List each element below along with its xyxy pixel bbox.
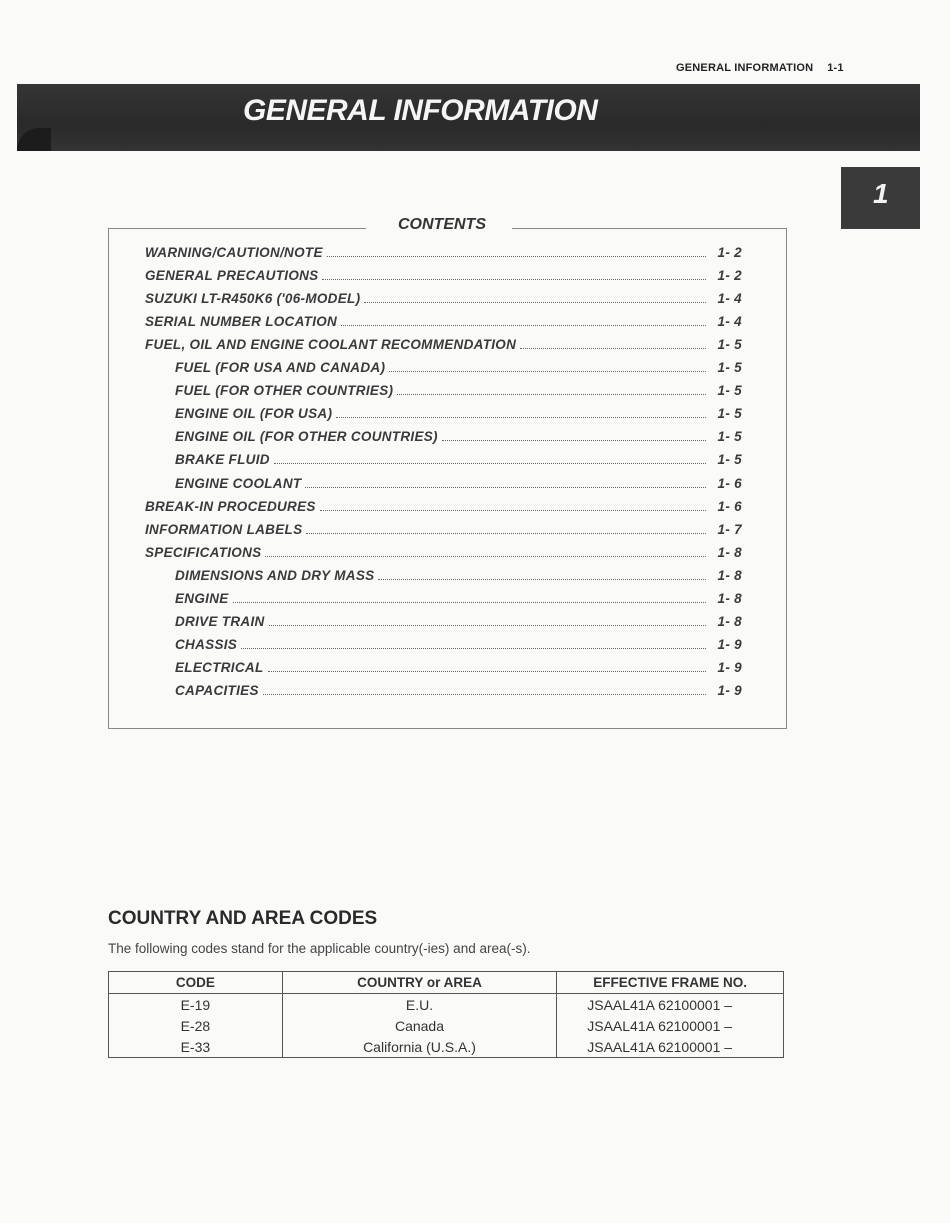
toc-entry-title: ENGINE COOLANT (175, 476, 302, 491)
toc-entry-title: ELECTRICAL (175, 660, 264, 675)
toc-entry[interactable] (145, 522, 742, 542)
toc-entry-title: FUEL (FOR OTHER COUNTRIES) (175, 383, 394, 398)
toc-entry[interactable] (145, 337, 742, 357)
toc-entry[interactable] (175, 429, 742, 449)
toc-entry-page: 1- 8 (717, 545, 742, 560)
chapter-number: 1 (873, 178, 889, 209)
toc-entry-title: CAPACITIES (175, 683, 259, 698)
toc-leader-dots (336, 406, 706, 418)
column-header-code: CODE (109, 972, 283, 994)
toc-entry-page: 1- 2 (717, 245, 742, 260)
toc-entry-page: 1- 4 (717, 314, 742, 329)
toc-entry[interactable] (145, 314, 742, 334)
toc-leader-dots (305, 476, 706, 488)
toc-entry-page: 1- 5 (717, 452, 742, 467)
table-header-row (109, 972, 784, 994)
toc-leader-dots (327, 245, 706, 257)
toc-leader-dots (269, 614, 706, 626)
toc-leader-dots (442, 429, 706, 441)
table-row (109, 1015, 784, 1036)
toc-leader-dots (378, 568, 706, 580)
toc-entry[interactable] (145, 245, 742, 265)
toc-entry[interactable] (175, 383, 742, 403)
toc-leader-dots (306, 522, 706, 534)
country-codes-table (108, 971, 784, 1058)
frame-cell: JSAAL41A 62100001 – (557, 1015, 784, 1036)
toc-entry-page: 1- 5 (717, 429, 742, 444)
toc-entry[interactable] (175, 637, 742, 657)
toc-entry[interactable] (145, 291, 742, 311)
column-header-frame: EFFECTIVE FRAME NO. (557, 972, 784, 994)
toc-entry-title: ENGINE (175, 591, 229, 606)
toc-entry[interactable] (175, 476, 742, 496)
table-row (109, 994, 784, 1016)
toc-entry-page: 1- 9 (717, 683, 742, 698)
contents-rule-right (512, 228, 786, 229)
running-header (676, 62, 844, 74)
table-row (109, 1036, 784, 1058)
toc-entry-title: SPECIFICATIONS (145, 545, 262, 560)
toc-entry-page: 1- 5 (717, 406, 742, 421)
toc-entry-page: 1- 9 (717, 637, 742, 652)
country-cell: California (U.S.A.) (282, 1036, 557, 1058)
toc-entry-page: 1- 4 (717, 291, 742, 306)
toc-entry-title: ENGINE OIL (FOR OTHER COUNTRIES) (175, 429, 438, 444)
toc-entry-title: DRIVE TRAIN (175, 614, 265, 629)
contents-title: CONTENTS (398, 216, 486, 233)
code-cell: E-28 (109, 1015, 283, 1036)
code-cell: E-33 (109, 1036, 283, 1058)
toc-leader-dots (389, 360, 706, 372)
toc-entry-title: SERIAL NUMBER LOCATION (145, 314, 338, 329)
toc-entry-page: 1- 5 (717, 383, 742, 398)
toc-entry-page: 1- 8 (717, 568, 742, 583)
toc-entry-title: CHASSIS (175, 637, 238, 652)
toc-leader-dots (268, 660, 707, 672)
toc-entry-title: FUEL, OIL AND ENGINE COOLANT RECOMMENDATION (145, 337, 517, 352)
toc-entry-page: 1- 8 (717, 591, 742, 606)
toc-entry-title: GENERAL PRECAUTIONS (145, 268, 319, 283)
toc-leader-dots (341, 314, 706, 326)
toc-leader-dots (241, 637, 706, 649)
toc-entry-title: INFORMATION LABELS (145, 522, 303, 537)
toc-entry-page: 1- 7 (717, 522, 742, 537)
country-cell: E.U. (282, 994, 557, 1016)
toc-leader-dots (364, 291, 706, 303)
column-header-country: COUNTRY or AREA (282, 972, 557, 994)
toc-entry[interactable] (175, 591, 742, 611)
toc-entry-title: BRAKE FLUID (175, 452, 270, 467)
toc-entry[interactable] (145, 545, 742, 565)
country-cell: Canada (282, 1015, 557, 1036)
country-codes-title: COUNTRY AND AREA CODES (108, 908, 378, 929)
toc-leader-dots (320, 499, 706, 511)
toc-entry[interactable] (175, 568, 742, 588)
toc-leader-dots (397, 383, 706, 395)
toc-entry-page: 1- 5 (717, 337, 742, 352)
toc-entry[interactable] (145, 268, 742, 288)
country-codes-description: The following codes stand for the applicable country(-ies) and area(-s). (108, 941, 531, 956)
toc-entry[interactable] (175, 406, 742, 426)
toc-entry-title: WARNING/CAUTION/NOTE (145, 245, 323, 260)
toc-leader-dots (520, 337, 706, 349)
toc-entry-title: FUEL (FOR USA AND CANADA) (175, 360, 386, 375)
toc-leader-dots (233, 591, 706, 603)
section-label: GENERAL INFORMATION (676, 62, 814, 74)
toc-leader-dots (274, 452, 706, 464)
toc-entry[interactable] (175, 360, 742, 380)
toc-leader-dots (263, 683, 706, 695)
toc-entry-page: 1- 2 (717, 268, 742, 283)
toc-entry[interactable] (175, 614, 742, 634)
toc-entry-title: SUZUKI LT-R450K6 ('06-MODEL) (145, 291, 361, 306)
toc-entry-page: 1- 6 (717, 499, 742, 514)
toc-entry[interactable] (175, 660, 742, 680)
toc-leader-dots (322, 268, 706, 280)
contents-rule-left (108, 228, 366, 229)
page-title: GENERAL INFORMATION (243, 94, 598, 127)
toc-entry-title: BREAK-IN PROCEDURES (145, 499, 316, 514)
toc-entry-page: 1- 8 (717, 614, 742, 629)
page-number: 1-1 (827, 62, 844, 74)
code-cell: E-19 (109, 994, 283, 1016)
toc-entry-title: ENGINE OIL (FOR USA) (175, 406, 333, 421)
toc-entry[interactable] (175, 683, 742, 703)
toc-entry-page: 1- 5 (717, 360, 742, 375)
toc-entry[interactable] (145, 499, 742, 519)
toc-leader-dots (265, 545, 706, 557)
toc-entry[interactable] (175, 452, 742, 472)
toc-entry-page: 1- 9 (717, 660, 742, 675)
toc-entry-title: DIMENSIONS AND DRY MASS (175, 568, 375, 583)
frame-cell: JSAAL41A 62100001 – (557, 1036, 784, 1058)
frame-cell: JSAAL41A 62100001 – (557, 994, 784, 1016)
toc-entry-page: 1- 6 (717, 476, 742, 491)
